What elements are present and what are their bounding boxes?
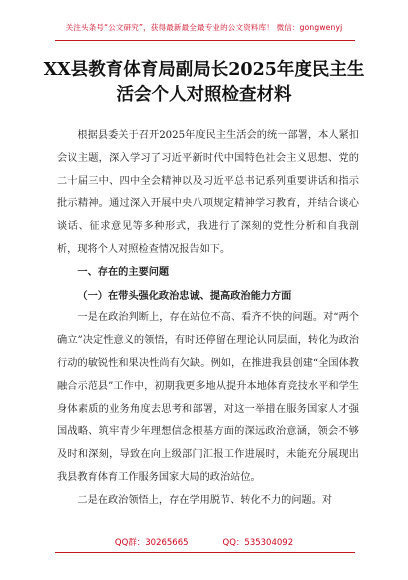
intro-paragraph: 根据县委关于召开2025年度民主生活会的统一部署，本人紧扣会议主题，深入学习了习近平新时代中国特色社会主义思想、党的二十届三中、四中全会精神以及习近平总书记系列重要讲话和指示批示精神。通过深入开展中央八项规定精神学习教育，并结合谈心谈话、征求意见等多种形式，我进行了深刻的党性分析和自我剖析，现将个人对照检查情况报告如下。 xyxy=(57,130,359,255)
title-line-1: XX县教育体育局副局长2025年度民主生 xyxy=(43,60,365,80)
header-divider xyxy=(55,40,355,41)
section-heading: 一、存在的主要问题 xyxy=(77,266,170,278)
paragraph-1: 一是在政治判断上，存在站位不高、看齐不快的问题。对“两个确立”决定性意义的领悟，有时还停留在理论认同层面，转化为政治行动的敏锐性和果决性尚有欠缺。例如，在推进我县创建“全国体教融合示范县”工作中，初期我更多地从提升本地体育竞技水平和学生身体素质的业务角度去思考和部署，对这一举措在服务国家人才强国战略、筑牢青少年理想信念根基方面的深远政治意涵，领会不够及时和深刻，导致在向上级部门汇报工作进展时，未能充分展现出我县教育体育工作服务国家大局的政治站位。 xyxy=(57,312,359,483)
document-title xyxy=(40,58,368,108)
header-banner xyxy=(0,22,408,33)
paragraph-2: 二是在政治领悟上，存在学用脱节、转化不力的问题。对 xyxy=(77,494,333,506)
title-line-2: 活会个人对照检查材料 xyxy=(116,85,292,105)
header-text: 关注头条号“公文研究”，获得最新最全最专业的公文资料库！ 微信：gongwenyj xyxy=(65,23,343,32)
footer-divider xyxy=(55,552,355,553)
footer-qq-group: QQ群：30265665 xyxy=(114,538,189,548)
subsection-heading: （一）在带头强化政治忠诚、提高政治能力方面 xyxy=(77,289,292,302)
footer-contact xyxy=(0,536,408,548)
document-body xyxy=(57,125,359,513)
footer-qq: QQ：535304092 xyxy=(222,538,294,548)
